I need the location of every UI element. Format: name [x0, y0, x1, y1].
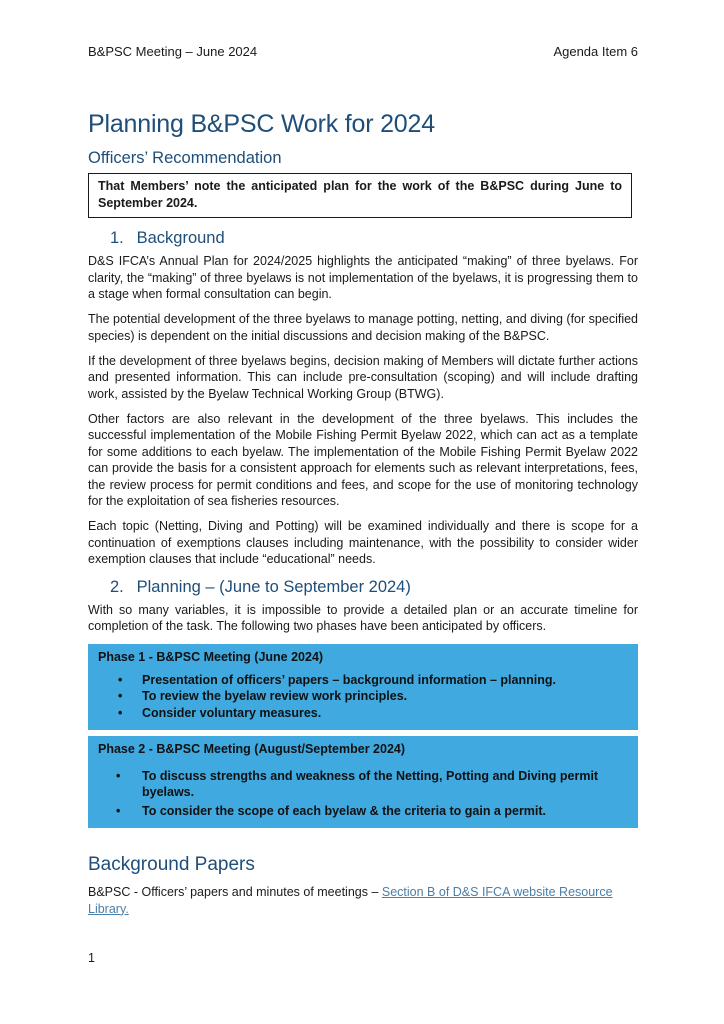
- list-item-text: To discuss strengths and weakness of the Netting, Potting and Diving permit byelaws.: [142, 768, 599, 799]
- planning-intro: With so many variables, it is impossible to provide a detailed plan or an accurate timeline for completion of the task. The following two phases have been anticipated by officers.: [88, 602, 638, 633]
- phase-1-box: [88, 644, 638, 730]
- section-heading-text: Background: [136, 229, 225, 247]
- background-paragraph: If the development of three byelaws begins, decision making of Members will dictate further actions and presented information. This can include pre-consultation (scoping) and will include drafting work, assisted by the Byelaw Technical Working Group (BTWG).: [88, 353, 638, 401]
- document-content: [88, 110, 638, 918]
- page-title: Planning B&PSC Work for 2024: [88, 110, 435, 138]
- header-meeting-label: B&PSC Meeting – June 2024: [88, 44, 258, 59]
- background-paragraph: Each topic (Netting, Diving and Potting) will be examined individually and there is scope for a continuation of exemptions clauses including maintenance, with the possibility to consider wider exemption clauses that include “educational” needs.: [88, 519, 638, 566]
- phase-2-list: [98, 768, 628, 820]
- bullet-icon: •: [118, 705, 123, 720]
- list-item: [98, 688, 628, 705]
- background-paragraph: Other factors are also relevant in the development of the three byelaws. This includes the successful implementation of the Mobile Fishing Permit Byelaw 2022, which can act as a template for some additions to each byelaw. The implementation of the Mobile Fishing Permit Byelaw 2022 can provide the basis for a consistent approach for elements such as relevant interpretations, fees, the review process for permit conditions and fees, and scope for the use of monitoring technology for the exploitation of sea fisheries resources.: [88, 411, 638, 508]
- list-item: [98, 803, 628, 820]
- header-agenda-item: Agenda Item 6: [553, 44, 638, 59]
- recommendation-heading: Officers’ Recommendation: [88, 149, 282, 167]
- background-papers-text: [88, 884, 638, 918]
- resource-library-link[interactable]: Section B of D&S IFCA website Resource Library.: [88, 884, 613, 916]
- section-background-heading: [110, 229, 638, 248]
- list-item-text: Consider voluntary measures.: [142, 705, 322, 720]
- background-papers-heading: Background Papers: [88, 853, 255, 875]
- list-item-text: To consider the scope of each byelaw & the criteria to gain a permit.: [142, 803, 547, 818]
- recommendation-box: That Members’ note the anticipated plan for the work of the B&PSC during June to September 2024.: [88, 173, 632, 218]
- bullet-icon: •: [118, 689, 123, 703]
- bullet-icon: •: [116, 768, 121, 783]
- section-planning-heading: [110, 578, 638, 597]
- section-number: 2.: [110, 577, 124, 596]
- list-item: [98, 705, 628, 722]
- bullet-icon: •: [116, 803, 121, 818]
- background-paragraph: The potential development of the three byelaws to manage potting, netting, and diving (for specified species) is dependent on the initial discussions and decision making of the B&PSC.: [88, 312, 638, 343]
- background-papers-label: B&PSC - Officers’ papers and minutes of meetings –: [88, 884, 382, 899]
- phase-1-title: Phase 1 - B&PSC Meeting (June 2024): [98, 649, 324, 664]
- list-item: [98, 768, 628, 801]
- list-item-text: To review the byelaw review work principles.: [142, 689, 408, 703]
- list-item: [98, 672, 628, 689]
- section-heading-text: Planning – (June to September 2024): [136, 577, 411, 596]
- list-item-text: Presentation of officers’ papers – background information – planning.: [142, 672, 556, 687]
- phase-2-title: Phase 2 - B&PSC Meeting (August/September 2024): [98, 741, 406, 756]
- bullet-icon: •: [118, 672, 123, 687]
- background-paragraph: D&S IFCA’s Annual Plan for 2024/2025 highlights the anticipated “making” of three byelaws. For clarity, the “making” of three byelaws is not implementation of the byelaws, it is progressing them to a stage when formal consultation can begin.: [88, 254, 638, 301]
- phase-2-box: [88, 736, 638, 828]
- phase-1-list: [98, 672, 628, 722]
- page-number: 1: [88, 951, 95, 965]
- section-number: 1.: [110, 229, 124, 247]
